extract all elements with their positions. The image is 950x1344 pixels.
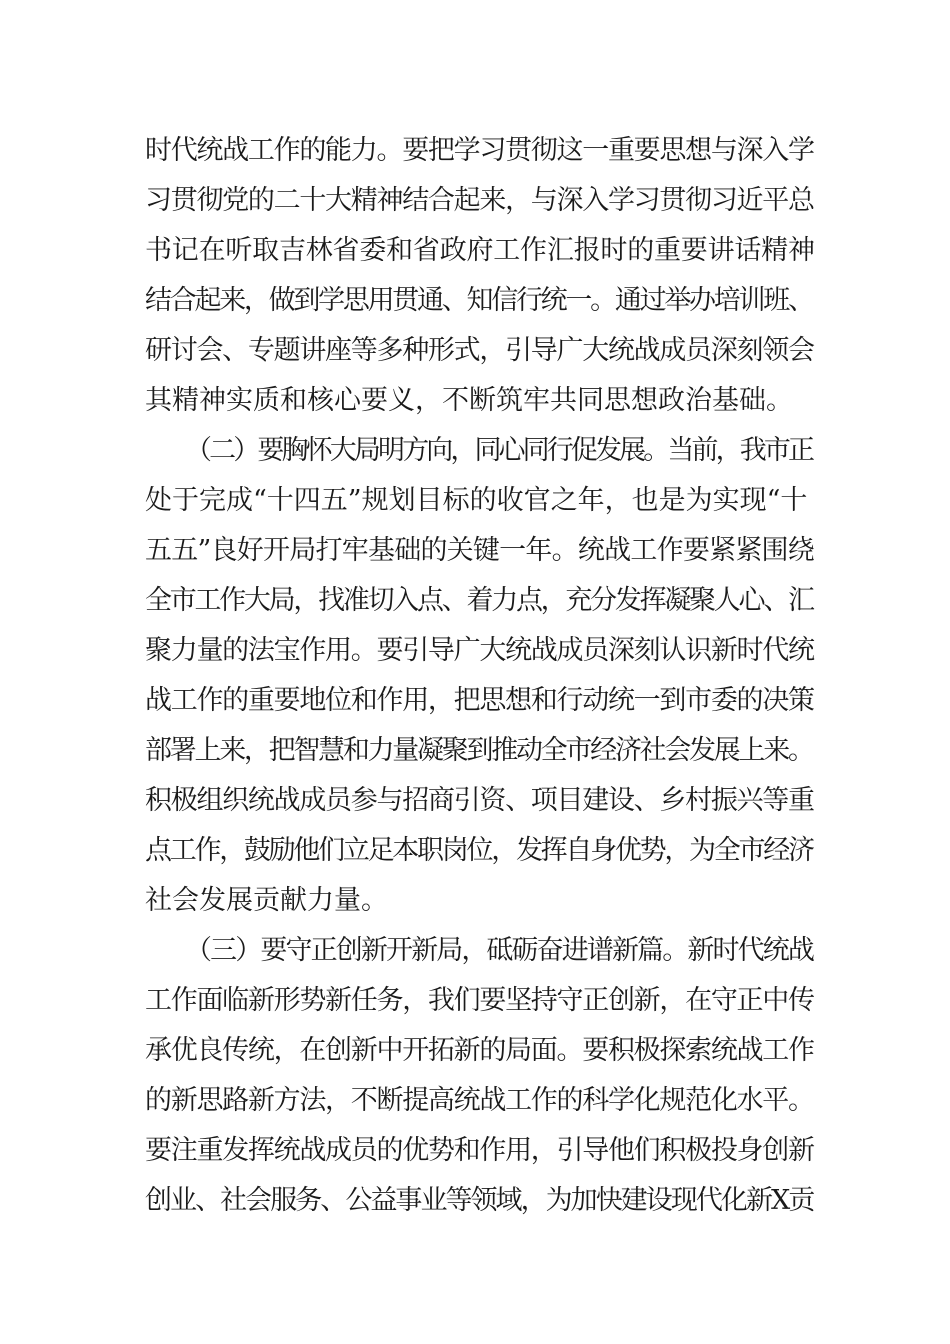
text-line: 结合起来，做到学思用贯通、知信行统一。通过举办培训班、 bbox=[145, 285, 813, 316]
body-text bbox=[145, 126, 815, 1226]
text-line: 五五”良好开局打牢基础的关键一年。统战工作要紧紧围绕 bbox=[145, 535, 815, 566]
text-line: 其精神实质和核心要义，不断筑牢共同思想政治基础。 bbox=[145, 385, 793, 416]
text-line: 研讨会、专题讲座等多种形式，引导广大统战成员深刻领会 bbox=[145, 335, 814, 366]
text-line: 承优良传统，在创新中开拓新的局面。要积极探索统战工作 bbox=[145, 1035, 814, 1066]
text-line: 社会发展贡献力量。 bbox=[145, 885, 388, 916]
text-line: 工作面临新形势新任务，我们要坚持守正创新，在守正中传 bbox=[145, 985, 814, 1016]
paragraph-heading-2: （二）要胸怀大局明方向，同心同行促发展。当前，我市正 bbox=[185, 435, 813, 466]
text-line: 点工作，鼓励他们立足本职岗位，发挥自身优势，为全市经济 bbox=[145, 835, 813, 866]
text-line: 习贯彻党的二十大精神结合起来，与深入学习贯彻习近平总 bbox=[145, 185, 814, 216]
text-line: 创业、社会服务、公益事业等领域，为加快建设现代化新X贡 bbox=[145, 1185, 814, 1216]
text-line: 聚力量的法宝作用。要引导广大统战成员深刻认识新时代统 bbox=[145, 635, 814, 666]
text-line: 全市工作大局，找准切入点、着力点，充分发挥凝聚人心、汇 bbox=[145, 585, 813, 616]
text-line: 战工作的重要地位和作用，把思想和行动统一到市委的决策 bbox=[145, 685, 814, 716]
paragraph-heading-3: （三）要守正创新开新局，砥砺奋进谱新篇。新时代统战 bbox=[185, 935, 813, 966]
text-line: 处于完成“十四五”规划目标的收官之年，也是为实现“十 bbox=[145, 485, 808, 516]
text-line: 部署上来，把智慧和力量凝聚到推动全市经济社会发展上来。 bbox=[145, 735, 813, 766]
text-line: 要注重发挥统战成员的优势和作用，引导他们积极投身创新 bbox=[145, 1135, 814, 1166]
text-line: 的新思路新方法，不断提高统战工作的科学化规范化水平。 bbox=[145, 1085, 814, 1116]
text-line: 时代统战工作的能力。要把学习贯彻这一重要思想与深入学 bbox=[145, 135, 814, 166]
text-line: 积极组织统战成员参与招商引资、项目建设、乡村振兴等重 bbox=[145, 785, 814, 816]
text-line: 书记在听取吉林省委和省政府工作汇报时的重要讲话精神 bbox=[145, 235, 815, 266]
